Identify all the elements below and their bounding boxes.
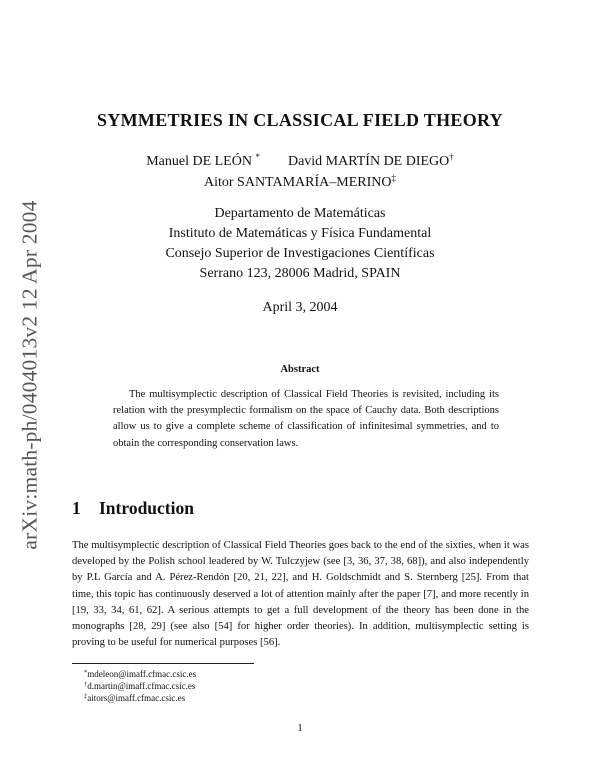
footnote-item — [84, 692, 196, 704]
footnote-email-link[interactable]: d.martin@imaff.cfmac.csic.es — [87, 681, 196, 692]
footnote-mark: † — [84, 681, 88, 689]
footnote-mark: ‡ — [391, 173, 396, 183]
author-name: Aitor SANTAMARÍA–MERINO — [204, 175, 392, 190]
abstract-body — [113, 387, 499, 452]
footnote-item — [84, 680, 196, 692]
section-heading — [72, 498, 194, 519]
author-name: Manuel DE LEÓN — [146, 154, 252, 169]
affiliation-line: Departamento de Matemáticas — [214, 206, 386, 221]
footnote-item — [84, 668, 196, 680]
section-number: 1 — [72, 498, 81, 518]
footnote-email-link[interactable]: aitors@imaff.cfmac.csic.es — [87, 693, 186, 704]
author-martin-de-diego — [288, 154, 454, 169]
section-body — [72, 538, 529, 651]
footnotes — [84, 668, 196, 705]
footnote-email-link[interactable]: mdeleon@imaff.cfmac.csic.es — [87, 669, 197, 679]
author-line-2 — [0, 175, 600, 191]
paper-date: April 3, 2004 — [262, 300, 338, 315]
author-line-1 — [0, 154, 600, 170]
affiliation-line: Serrano 123, 28006 Madrid, SPAIN — [199, 266, 401, 281]
footnote-rule — [72, 663, 254, 664]
affiliation-line: Instituto de Matemáticas y Física Fundamental — [168, 226, 432, 241]
author-santamaria-merino — [204, 175, 396, 190]
affiliation-line: Consejo Superior de Investigaciones Científicas — [165, 246, 435, 261]
footnote-mark: * — [84, 669, 88, 676]
abstract-heading: Abstract — [280, 364, 320, 375]
section-title: Introduction — [99, 498, 194, 518]
author-name: David MARTÍN DE DIEGO — [287, 154, 450, 169]
author-de-leon — [146, 154, 260, 169]
page-number: 1 — [297, 722, 303, 734]
arxiv-identifier-text: arXiv:math-ph/0404013v2 12 Apr 2004 — [17, 200, 42, 550]
footnote-mark: ‡ — [84, 693, 88, 701]
footnote-mark: * — [255, 152, 260, 162]
abstract-paragraph: The multisymplectic description of Classical Field Theories is revisited, including its relation with the presymplectic formalism on the space of Cauchy data. Both descriptions allow us to give a complete scheme of classification of infinitesimal symmetries, and to obtain the corresponding conservation laws. — [113, 389, 499, 449]
footnote-mark: † — [449, 152, 454, 162]
paper-title: SYMMETRIES IN CLASSICAL FIELD THEORY — [97, 110, 503, 130]
body-paragraph: The multisymplectic description of Classical Field Theories goes back to the end of the sixties, when it was developed by the Polish school leadered by W. Tulczyjew (see [3, 36, 37, 38, 68]), and also independently by P.L García and A. Pérez-Rendón [20, 21, 22], and H. Goldschmidt and S. Sternberg [25]. From that time, this topic has continuously deserved a lot of attention mainly after the paper [7], and more recently in [19, 33, 34, 61, 62]. A serious attempts to get a full development of the theory has been done in the monographs [28, 29] (see also [54] for higher order theories). In addition, multisymplectic setting is proving to be useful for numerical purposes [56]. — [72, 540, 529, 649]
